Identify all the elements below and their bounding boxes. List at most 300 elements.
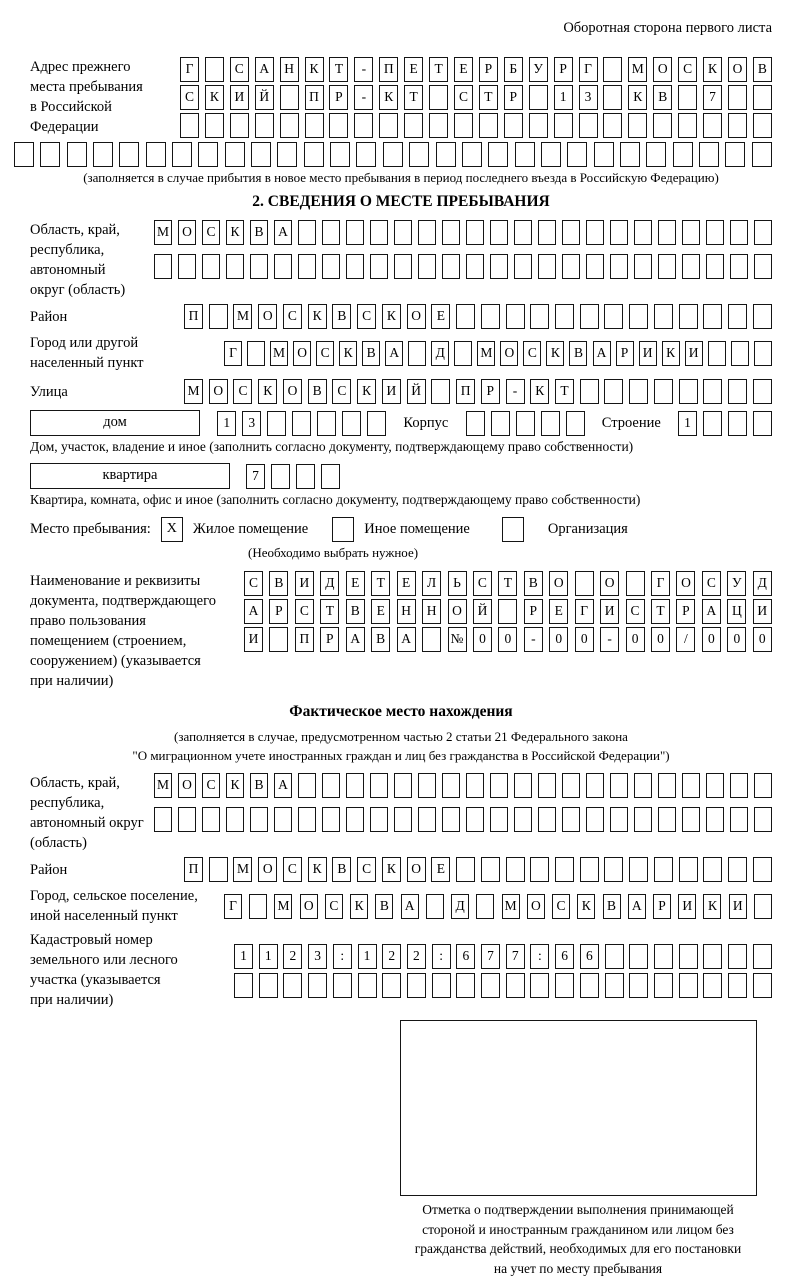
checkbox-organization[interactable] (502, 517, 524, 542)
char-cell[interactable] (370, 220, 388, 245)
char-cell[interactable] (610, 773, 628, 798)
char-cell[interactable]: П (456, 379, 475, 404)
char-cell[interactable]: Д (451, 894, 469, 919)
char-cell[interactable] (646, 142, 666, 167)
char-cell[interactable] (538, 220, 556, 245)
char-cell[interactable]: К (339, 341, 357, 366)
char-cell[interactable] (250, 254, 268, 279)
char-cell[interactable] (753, 944, 772, 969)
char-cell[interactable]: О (258, 857, 277, 882)
char-cell[interactable]: Т (371, 571, 390, 596)
char-cell[interactable]: 1 (554, 85, 573, 110)
char-cell[interactable] (506, 857, 525, 882)
char-cell[interactable]: С (626, 599, 645, 624)
char-cell[interactable]: И (382, 379, 401, 404)
char-cell[interactable] (706, 220, 724, 245)
char-cell[interactable] (418, 773, 436, 798)
checkbox-residential[interactable]: X (161, 517, 183, 542)
char-cell[interactable]: 1 (358, 944, 377, 969)
char-cell[interactable]: Р (481, 379, 500, 404)
char-cell[interactable] (462, 142, 482, 167)
char-cell[interactable] (629, 944, 648, 969)
char-cell[interactable] (679, 973, 698, 998)
char-cell[interactable] (481, 304, 500, 329)
char-cell[interactable] (628, 113, 647, 138)
char-cell[interactable]: А (255, 57, 274, 82)
char-cell[interactable]: - (600, 627, 619, 652)
char-cell[interactable]: С (283, 304, 302, 329)
char-cell[interactable] (251, 142, 271, 167)
char-cell[interactable] (541, 411, 560, 436)
char-cell[interactable] (426, 894, 444, 919)
char-cell[interactable] (629, 857, 648, 882)
char-cell[interactable]: М (628, 57, 647, 82)
char-cell[interactable] (481, 973, 500, 998)
char-cell[interactable] (490, 773, 508, 798)
char-cell[interactable]: 3 (579, 85, 598, 110)
char-cell[interactable] (538, 773, 556, 798)
char-cell[interactable] (247, 341, 265, 366)
char-cell[interactable] (296, 464, 315, 489)
apartment-type-box[interactable]: квартира (30, 463, 230, 489)
char-cell[interactable]: Е (454, 57, 473, 82)
char-cell[interactable] (481, 857, 500, 882)
char-cell[interactable] (603, 85, 622, 110)
char-cell[interactable] (728, 85, 747, 110)
char-cell[interactable] (629, 973, 648, 998)
char-cell[interactable] (514, 254, 532, 279)
char-cell[interactable]: У (529, 57, 548, 82)
char-cell[interactable]: 1 (678, 411, 697, 436)
char-cell[interactable]: 0 (727, 627, 746, 652)
char-cell[interactable] (394, 773, 412, 798)
char-cell[interactable] (703, 379, 722, 404)
char-cell[interactable]: И (295, 571, 314, 596)
char-cell[interactable] (394, 254, 412, 279)
char-cell[interactable]: Т (479, 85, 498, 110)
char-cell[interactable]: Д (320, 571, 339, 596)
char-cell[interactable] (538, 254, 556, 279)
char-cell[interactable] (370, 773, 388, 798)
char-cell[interactable] (731, 341, 749, 366)
char-cell[interactable]: : (432, 944, 451, 969)
char-cell[interactable] (554, 113, 573, 138)
char-cell[interactable]: М (502, 894, 520, 919)
char-cell[interactable] (154, 254, 172, 279)
char-cell[interactable] (429, 85, 448, 110)
char-cell[interactable] (753, 304, 772, 329)
char-cell[interactable] (754, 894, 772, 919)
char-cell[interactable]: Т (404, 85, 423, 110)
char-cell[interactable] (321, 464, 340, 489)
char-cell[interactable] (370, 807, 388, 832)
char-cell[interactable] (654, 379, 673, 404)
char-cell[interactable]: А (346, 627, 365, 652)
char-cell[interactable] (706, 807, 724, 832)
char-cell[interactable]: Р (524, 599, 543, 624)
char-cell[interactable]: Р (653, 894, 671, 919)
char-cell[interactable] (555, 973, 574, 998)
char-cell[interactable]: / (676, 627, 695, 652)
char-cell[interactable]: 7 (481, 944, 500, 969)
char-cell[interactable]: М (233, 857, 252, 882)
char-cell[interactable]: Е (549, 599, 568, 624)
char-cell[interactable] (566, 411, 585, 436)
char-cell[interactable] (752, 142, 772, 167)
char-cell[interactable] (753, 379, 772, 404)
char-cell[interactable] (728, 304, 747, 329)
char-cell[interactable]: С (202, 773, 220, 798)
char-cell[interactable] (703, 857, 722, 882)
char-cell[interactable]: К (628, 85, 647, 110)
char-cell[interactable]: С (295, 599, 314, 624)
char-cell[interactable] (504, 113, 523, 138)
char-cell[interactable]: Й (473, 599, 492, 624)
char-cell[interactable] (180, 113, 199, 138)
char-cell[interactable] (491, 411, 510, 436)
char-cell[interactable]: В (250, 773, 268, 798)
char-cell[interactable] (658, 220, 676, 245)
char-cell[interactable]: 3 (308, 944, 327, 969)
char-cell[interactable]: 1 (234, 944, 253, 969)
char-cell[interactable] (358, 973, 377, 998)
char-cell[interactable] (728, 944, 747, 969)
char-cell[interactable]: В (332, 857, 351, 882)
char-cell[interactable]: О (178, 220, 196, 245)
char-cell[interactable] (456, 304, 475, 329)
char-cell[interactable] (394, 220, 412, 245)
char-cell[interactable]: Е (371, 599, 390, 624)
char-cell[interactable] (356, 142, 376, 167)
char-cell[interactable] (754, 807, 772, 832)
char-cell[interactable] (580, 857, 599, 882)
char-cell[interactable] (466, 807, 484, 832)
char-cell[interactable]: 0 (626, 627, 645, 652)
char-cell[interactable] (322, 807, 340, 832)
char-cell[interactable]: 0 (498, 627, 517, 652)
char-cell[interactable]: Д (753, 571, 772, 596)
char-cell[interactable] (442, 807, 460, 832)
char-cell[interactable]: С (473, 571, 492, 596)
char-cell[interactable] (342, 411, 361, 436)
char-cell[interactable]: Ь (448, 571, 467, 596)
char-cell[interactable] (679, 857, 698, 882)
char-cell[interactable] (658, 254, 676, 279)
char-cell[interactable] (626, 571, 645, 596)
char-cell[interactable] (209, 304, 228, 329)
char-cell[interactable] (604, 304, 623, 329)
char-cell[interactable] (516, 411, 535, 436)
char-cell[interactable]: С (357, 857, 376, 882)
char-cell[interactable]: В (653, 85, 672, 110)
char-cell[interactable]: 6 (555, 944, 574, 969)
char-cell[interactable] (562, 220, 580, 245)
char-cell[interactable]: К (382, 857, 401, 882)
char-cell[interactable] (580, 973, 599, 998)
char-cell[interactable]: С (357, 304, 376, 329)
char-cell[interactable] (728, 411, 747, 436)
char-cell[interactable]: О (527, 894, 545, 919)
char-cell[interactable]: К (703, 894, 721, 919)
char-cell[interactable]: С (180, 85, 199, 110)
char-cell[interactable] (379, 113, 398, 138)
char-cell[interactable]: Р (269, 599, 288, 624)
char-cell[interactable] (610, 220, 628, 245)
char-cell[interactable]: С (454, 85, 473, 110)
char-cell[interactable]: Г (224, 341, 242, 366)
char-cell[interactable] (488, 142, 508, 167)
char-cell[interactable]: 0 (575, 627, 594, 652)
char-cell[interactable]: 2 (283, 944, 302, 969)
char-cell[interactable] (753, 85, 772, 110)
char-cell[interactable] (346, 254, 364, 279)
char-cell[interactable]: В (569, 341, 587, 366)
char-cell[interactable] (703, 944, 722, 969)
char-cell[interactable] (753, 113, 772, 138)
char-cell[interactable]: А (385, 341, 403, 366)
char-cell[interactable] (634, 807, 652, 832)
char-cell[interactable] (298, 773, 316, 798)
char-cell[interactable]: А (628, 894, 646, 919)
char-cell[interactable] (431, 379, 450, 404)
char-cell[interactable]: С (325, 894, 343, 919)
char-cell[interactable] (679, 304, 698, 329)
char-cell[interactable] (178, 807, 196, 832)
char-cell[interactable]: А (274, 773, 292, 798)
char-cell[interactable]: С (523, 341, 541, 366)
char-cell[interactable]: М (154, 220, 172, 245)
char-cell[interactable] (119, 142, 139, 167)
char-cell[interactable]: Е (431, 857, 450, 882)
char-cell[interactable]: - (524, 627, 543, 652)
char-cell[interactable]: М (154, 773, 172, 798)
char-cell[interactable] (292, 411, 311, 436)
char-cell[interactable]: Н (422, 599, 441, 624)
char-cell[interactable] (728, 973, 747, 998)
char-cell[interactable]: С (316, 341, 334, 366)
char-cell[interactable] (603, 57, 622, 82)
char-cell[interactable]: И (729, 894, 747, 919)
char-cell[interactable] (304, 142, 324, 167)
char-cell[interactable] (634, 773, 652, 798)
char-cell[interactable]: Т (555, 379, 574, 404)
char-cell[interactable]: О (209, 379, 228, 404)
char-cell[interactable] (490, 254, 508, 279)
char-cell[interactable] (383, 142, 403, 167)
char-cell[interactable] (14, 142, 34, 167)
char-cell[interactable]: 6 (456, 944, 475, 969)
char-cell[interactable]: И (685, 341, 703, 366)
char-cell[interactable]: О (258, 304, 277, 329)
char-cell[interactable] (250, 807, 268, 832)
char-cell[interactable] (562, 254, 580, 279)
char-cell[interactable] (409, 142, 429, 167)
char-cell[interactable]: Б (504, 57, 523, 82)
char-cell[interactable]: Й (407, 379, 426, 404)
char-cell[interactable] (586, 773, 604, 798)
char-cell[interactable] (730, 220, 748, 245)
char-cell[interactable]: Е (346, 571, 365, 596)
char-cell[interactable] (562, 807, 580, 832)
char-cell[interactable] (205, 57, 224, 82)
char-cell[interactable] (754, 341, 772, 366)
char-cell[interactable] (579, 113, 598, 138)
char-cell[interactable] (274, 807, 292, 832)
char-cell[interactable]: О (293, 341, 311, 366)
char-cell[interactable]: 0 (473, 627, 492, 652)
char-cell[interactable] (305, 113, 324, 138)
char-cell[interactable] (202, 254, 220, 279)
char-cell[interactable]: И (600, 599, 619, 624)
char-cell[interactable] (673, 142, 693, 167)
char-cell[interactable] (234, 973, 253, 998)
char-cell[interactable] (654, 304, 673, 329)
char-cell[interactable]: И (753, 599, 772, 624)
char-cell[interactable] (682, 807, 700, 832)
char-cell[interactable]: 6 (580, 944, 599, 969)
char-cell[interactable] (346, 807, 364, 832)
char-cell[interactable]: Т (429, 57, 448, 82)
char-cell[interactable] (634, 254, 652, 279)
char-cell[interactable] (506, 973, 525, 998)
char-cell[interactable]: С (230, 57, 249, 82)
char-cell[interactable] (678, 85, 697, 110)
char-cell[interactable] (418, 254, 436, 279)
char-cell[interactable] (515, 142, 535, 167)
char-cell[interactable] (436, 142, 456, 167)
char-cell[interactable] (658, 807, 676, 832)
char-cell[interactable]: Г (224, 894, 242, 919)
char-cell[interactable]: К (305, 57, 324, 82)
char-cell[interactable] (610, 807, 628, 832)
char-cell[interactable]: С (702, 571, 721, 596)
char-cell[interactable]: К (258, 379, 277, 404)
char-cell[interactable]: В (250, 220, 268, 245)
char-cell[interactable]: № (448, 627, 467, 652)
char-cell[interactable]: А (397, 627, 416, 652)
char-cell[interactable] (730, 807, 748, 832)
char-cell[interactable] (154, 807, 172, 832)
char-cell[interactable]: Г (651, 571, 670, 596)
char-cell[interactable] (567, 142, 587, 167)
char-cell[interactable]: Е (431, 304, 450, 329)
char-cell[interactable]: А (593, 341, 611, 366)
char-cell[interactable]: 7 (246, 464, 265, 489)
char-cell[interactable]: - (354, 85, 373, 110)
char-cell[interactable] (706, 773, 724, 798)
char-cell[interactable]: О (676, 571, 695, 596)
char-cell[interactable] (703, 113, 722, 138)
char-cell[interactable] (682, 220, 700, 245)
char-cell[interactable]: О (178, 773, 196, 798)
char-cell[interactable]: Л (422, 571, 441, 596)
char-cell[interactable]: О (653, 57, 672, 82)
char-cell[interactable]: Г (575, 599, 594, 624)
char-cell[interactable] (479, 113, 498, 138)
char-cell[interactable] (514, 773, 532, 798)
char-cell[interactable] (466, 220, 484, 245)
char-cell[interactable]: Р (616, 341, 634, 366)
char-cell[interactable]: 1 (217, 411, 236, 436)
char-cell[interactable] (408, 341, 426, 366)
char-cell[interactable]: В (371, 627, 390, 652)
char-cell[interactable] (267, 411, 286, 436)
char-cell[interactable] (753, 411, 772, 436)
char-cell[interactable] (703, 304, 722, 329)
char-cell[interactable] (202, 807, 220, 832)
char-cell[interactable]: П (295, 627, 314, 652)
char-cell[interactable] (274, 254, 292, 279)
char-cell[interactable] (679, 944, 698, 969)
char-cell[interactable]: Н (280, 57, 299, 82)
char-cell[interactable]: П (184, 857, 203, 882)
char-cell[interactable] (226, 807, 244, 832)
char-cell[interactable]: О (300, 894, 318, 919)
char-cell[interactable] (442, 254, 460, 279)
char-cell[interactable] (555, 857, 574, 882)
char-cell[interactable] (280, 85, 299, 110)
char-cell[interactable]: К (308, 304, 327, 329)
char-cell[interactable] (604, 857, 623, 882)
char-cell[interactable] (538, 807, 556, 832)
char-cell[interactable] (506, 304, 525, 329)
char-cell[interactable] (604, 379, 623, 404)
char-cell[interactable]: В (524, 571, 543, 596)
char-cell[interactable] (466, 411, 485, 436)
char-cell[interactable] (530, 857, 549, 882)
char-cell[interactable]: А (244, 599, 263, 624)
char-cell[interactable] (708, 341, 726, 366)
char-cell[interactable]: О (407, 304, 426, 329)
char-cell[interactable] (226, 254, 244, 279)
char-cell[interactable] (354, 113, 373, 138)
char-cell[interactable]: К (226, 773, 244, 798)
char-cell[interactable]: К (205, 85, 224, 110)
char-cell[interactable] (699, 142, 719, 167)
char-cell[interactable] (298, 220, 316, 245)
char-cell[interactable] (476, 894, 494, 919)
char-cell[interactable] (329, 113, 348, 138)
char-cell[interactable]: Т (320, 599, 339, 624)
char-cell[interactable] (322, 773, 340, 798)
char-cell[interactable] (514, 220, 532, 245)
char-cell[interactable] (620, 142, 640, 167)
char-cell[interactable]: Е (404, 57, 423, 82)
char-cell[interactable]: А (702, 599, 721, 624)
char-cell[interactable]: С (202, 220, 220, 245)
char-cell[interactable] (40, 142, 60, 167)
char-cell[interactable]: К (662, 341, 680, 366)
char-cell[interactable] (418, 220, 436, 245)
char-cell[interactable]: 0 (651, 627, 670, 652)
char-cell[interactable] (298, 254, 316, 279)
char-cell[interactable]: К (308, 857, 327, 882)
char-cell[interactable]: М (274, 894, 292, 919)
char-cell[interactable]: В (603, 894, 621, 919)
char-cell[interactable]: К (577, 894, 595, 919)
char-cell[interactable]: Р (676, 599, 695, 624)
char-cell[interactable] (754, 773, 772, 798)
char-cell[interactable]: Д (431, 341, 449, 366)
char-cell[interactable] (442, 220, 460, 245)
char-cell[interactable]: - (354, 57, 373, 82)
char-cell[interactable]: У (727, 571, 746, 596)
char-cell[interactable]: 2 (407, 944, 426, 969)
char-cell[interactable] (466, 254, 484, 279)
char-cell[interactable]: П (184, 304, 203, 329)
char-cell[interactable]: М (270, 341, 288, 366)
char-cell[interactable]: И (639, 341, 657, 366)
